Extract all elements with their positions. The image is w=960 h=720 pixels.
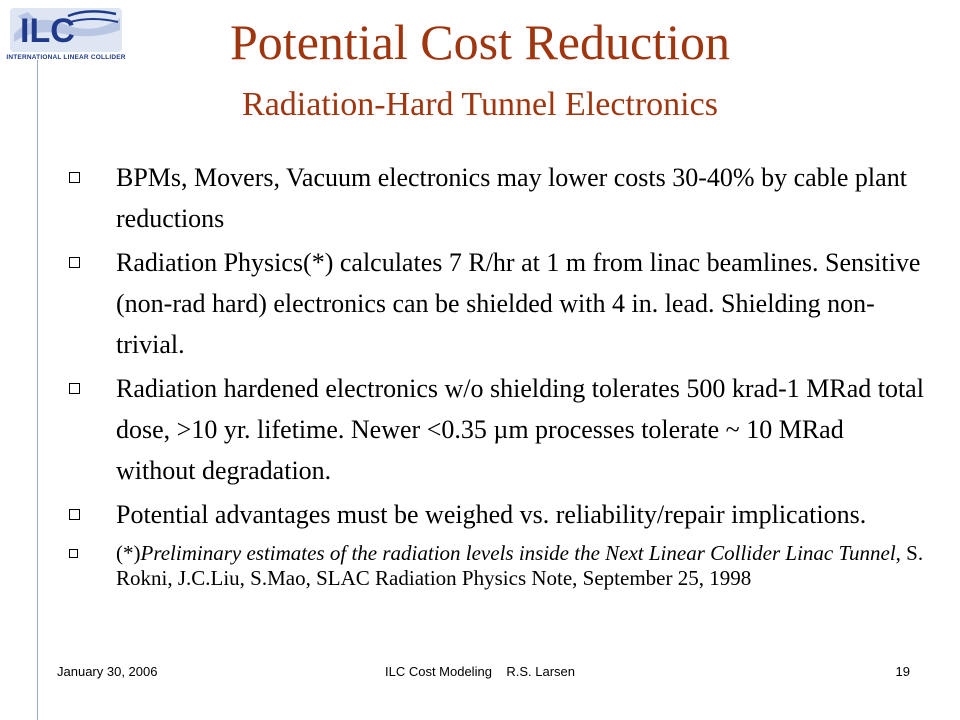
note-prefix: (*) [116,541,141,565]
bullet-item [68,242,928,365]
footer-center: ILC Cost Modeling R.S. Larsen [384,664,576,679]
bullet-text: Radiation Physics(*) calculates 7 R/hr at 1 m from linac beamlines. Sensitive (non-rad hard) electronics can be shielded with 4 in. lead. Shielding non-trivial. [116,248,921,359]
bullet-list [68,157,928,591]
note-citation: , S. Rokni, J.C.Liu, S.Mao, SLAC Radiation Physics Note, September 25, 1998 [116,541,924,590]
slide-vertical-rule [37,60,38,720]
bullet-text: BPMs, Movers, Vacuum electronics may lower costs 30-40% by cable plant reductions [116,163,907,233]
hollow-square-bullet-icon [69,172,80,183]
slide-subtitle: Radiation-Hard Tunnel Electronics [242,86,718,123]
bullet-item [68,494,928,535]
reference-note [68,541,928,591]
bullet-item [68,368,928,491]
bullet-text: Radiation hardened electronics w/o shielding tolerates 500 krad-1 MRad total dose, >10 yr. lifetime. Newer <0.35 µm processes tolerate ~ 10 MRad without degradation. [116,374,924,485]
slide-title: Potential Cost Reduction [230,14,730,70]
hollow-square-bullet-icon [69,257,80,268]
hollow-square-bullet-icon [69,509,80,520]
hollow-square-bullet-icon [69,549,78,558]
footer-date: January 30, 2006 [57,664,158,679]
svg-text:ILC: ILC [20,12,75,50]
note-title: Preliminary estimates of the radiation levels inside the Next Linear Collider Linac Tunnel [140,541,896,565]
logo-caption: INTERNATIONAL LINEAR COLLIDER [6,54,126,61]
hollow-square-bullet-icon [69,383,80,394]
page-number: 19 [895,664,910,679]
bullet-item [68,157,928,239]
bullet-text: Potential advantages must be weighed vs. reliability/repair implications. [116,500,867,529]
